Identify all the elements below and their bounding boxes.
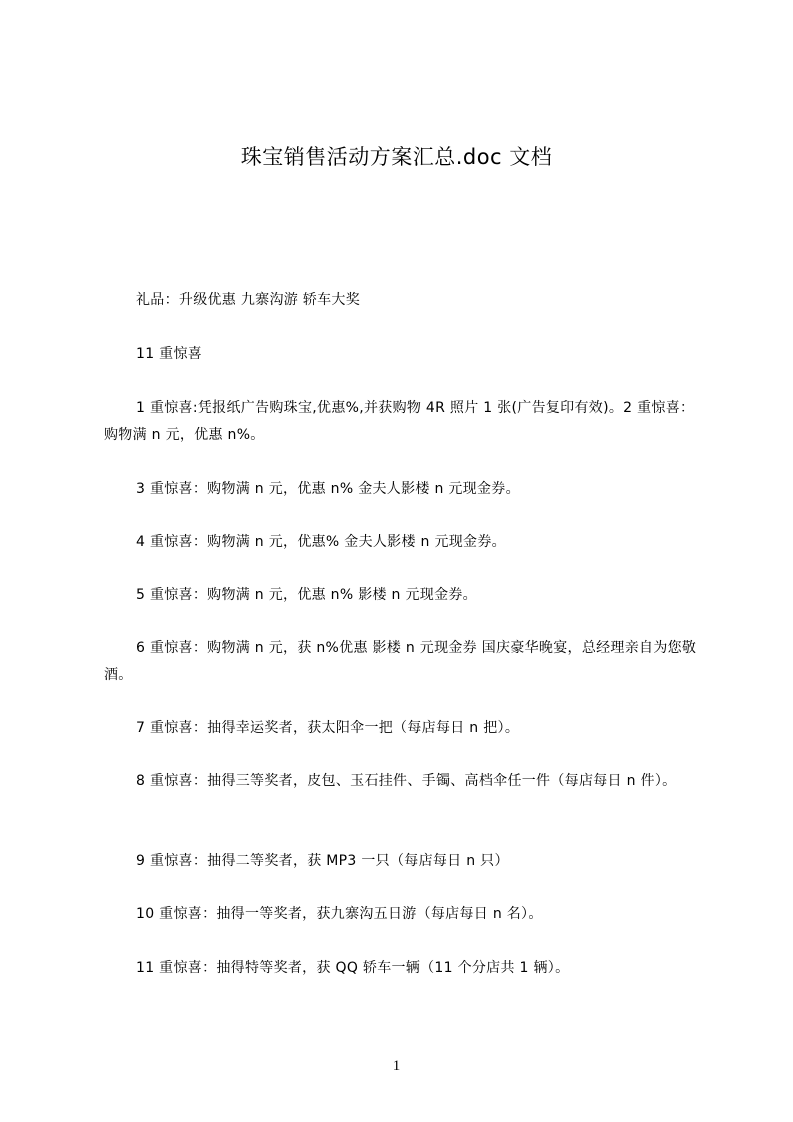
paragraph-surprise-11: 11 重惊喜：抽得特等奖者，获 QQ 轿车一辆（11 个分店共 1 辆）。 (136, 960, 570, 976)
paragraph-surprise-1-2: 1 重惊喜:凭报纸广告购珠宝,优惠%,并获购物 4R 照片 1 张(广告复印有效)。2 重惊喜：购物满 n 元，优惠 n%。 (104, 400, 695, 443)
paragraph-surprise-10: 10 重惊喜：抽得一等奖者，获九寨沟五日游（每店每日 n 名）。 (136, 906, 543, 922)
paragraph-surprise-count: 11 重惊喜 (136, 346, 203, 362)
paragraph-surprise-6: 6 重惊喜：购物满 n 元，获 n%优惠 影楼 n 元现金券 国庆豪华晚宴，总经理亲自为您敬酒。 (104, 640, 697, 683)
paragraph-surprise-3: 3 重惊喜：购物满 n 元，优惠 n% 金夫人影楼 n 元现金券。 (136, 481, 520, 497)
document-title: 珠宝销售活动方案汇总.doc 文档 (240, 145, 553, 169)
paragraph-surprise-4: 4 重惊喜：购物满 n 元，优惠% 金夫人影楼 n 元现金券。 (136, 534, 506, 550)
paragraph-gifts: 礼品：升级优惠 九寨沟游 轿车大奖 (136, 292, 360, 308)
paragraph-surprise-5: 5 重惊喜：购物满 n 元，优惠 n% 影楼 n 元现金券。 (136, 587, 477, 603)
page-number: 1 (392, 1058, 401, 1074)
paragraph-surprise-8: 8 重惊喜：抽得三等奖者，皮包、玉石挂件、手镯、高档伞任一件（每店每日 n 件）。 (136, 773, 677, 789)
paragraph-surprise-9: 9 重惊喜：抽得二等奖者，获 MP3 一只（每店每日 n 只） (136, 853, 509, 869)
paragraph-surprise-7: 7 重惊喜：抽得幸运奖者，获太阳伞一把（每店每日 n 把）。 (136, 720, 520, 736)
